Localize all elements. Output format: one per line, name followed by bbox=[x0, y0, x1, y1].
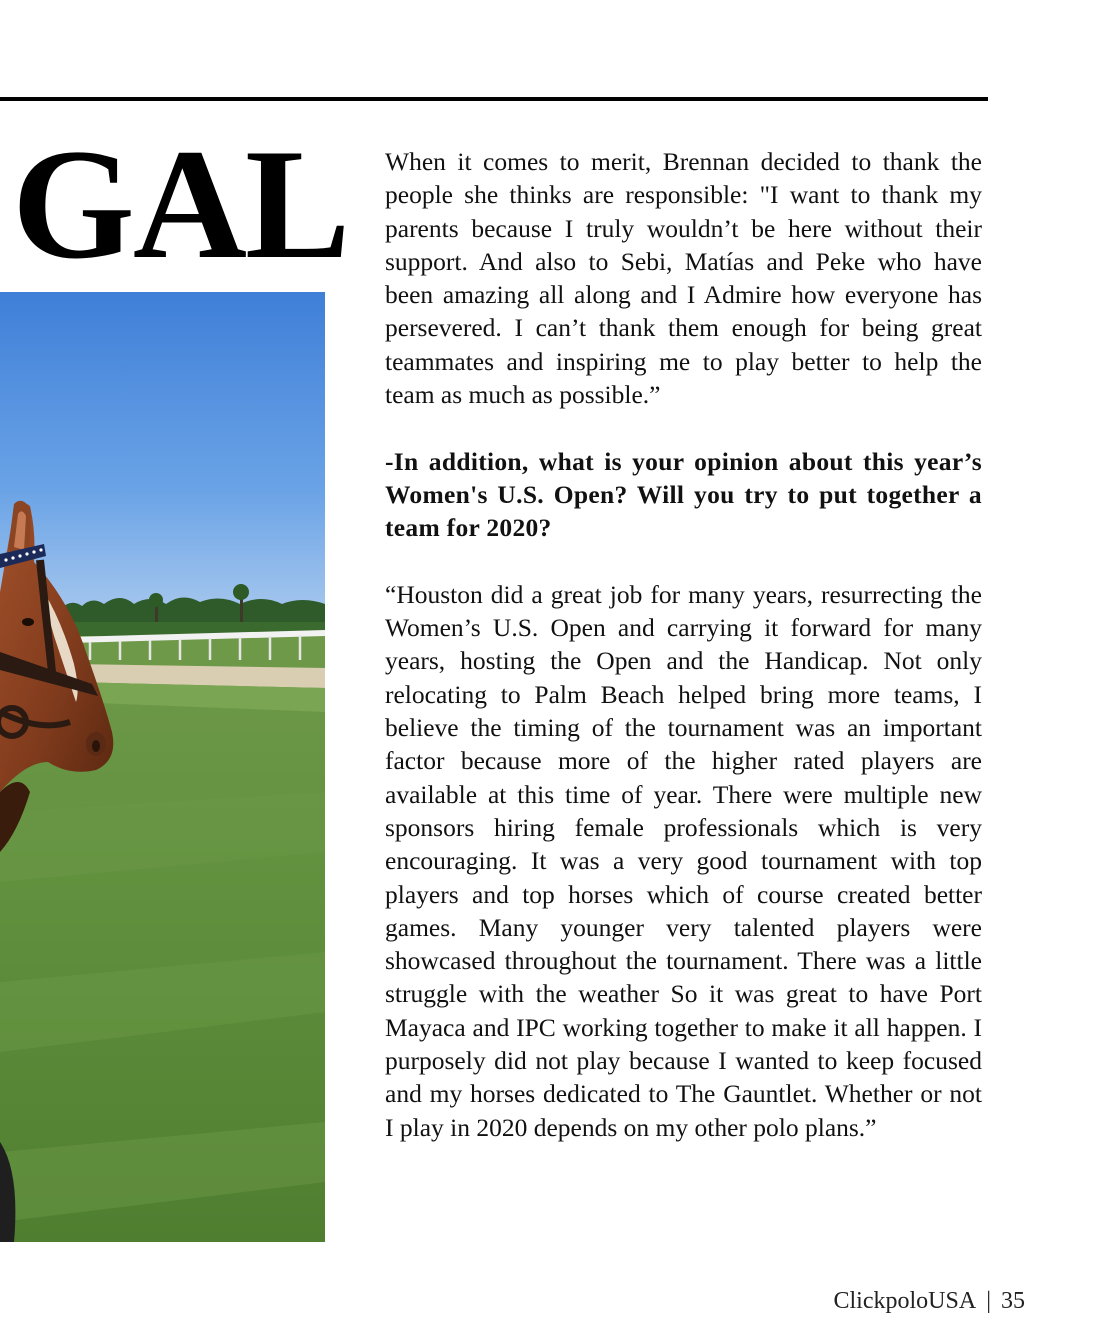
publication-name: ClickpoloUSA bbox=[833, 1288, 977, 1314]
interview-question: -In addition, what is your opinion about this year’s Women's U.S. Open? Will you try to put together a team for 2020? bbox=[385, 446, 982, 543]
horse-photo bbox=[0, 292, 325, 1242]
footer-separator: | bbox=[986, 1288, 991, 1314]
top-rule bbox=[0, 97, 988, 101]
headline: GAL bbox=[12, 117, 349, 292]
paragraph-merit: When it comes to merit, Brennan decided to thank the people she thinks are responsible: "I want to thank my parents because I truly wouldn’t be here without their support. And also to Sebi, Matías and Peke who have been amazing all along and I Admire how everyone has persevered. I can’t thank them enough for being great teammates and inspiring me to play better to help the team as much as possible.” bbox=[385, 147, 982, 410]
paragraph-us-open: “Houston did a great job for many years, resurrecting the Women’s U.S. Open and carrying it forward for many years, hosting the Open and the Handicap. Not only relocating to Palm Beach helped bring more teams, I believe the timing of the tournament was an important factor because more of the higher rated players are available at this time of year. There were multiple new sponsors hiring female professionals which is very encouraging. It was a very good tournament with top players and top horses which of course created better games. Many younger very talented players were showcased throughout the tournament. There was a little struggle with the weather So it was great to have Port Mayaca and IPC working together to make it all happen. I purposely did not play because I wanted to keep focused and my horses dedicated to The Gauntlet. Whether or not I play in 2020 depends on my other polo plans.” bbox=[385, 579, 982, 1142]
article-body bbox=[385, 145, 982, 1144]
page-footer bbox=[834, 1286, 1026, 1316]
horse-photo-illustration bbox=[0, 292, 325, 1242]
page-number: 35 bbox=[1001, 1288, 1025, 1314]
